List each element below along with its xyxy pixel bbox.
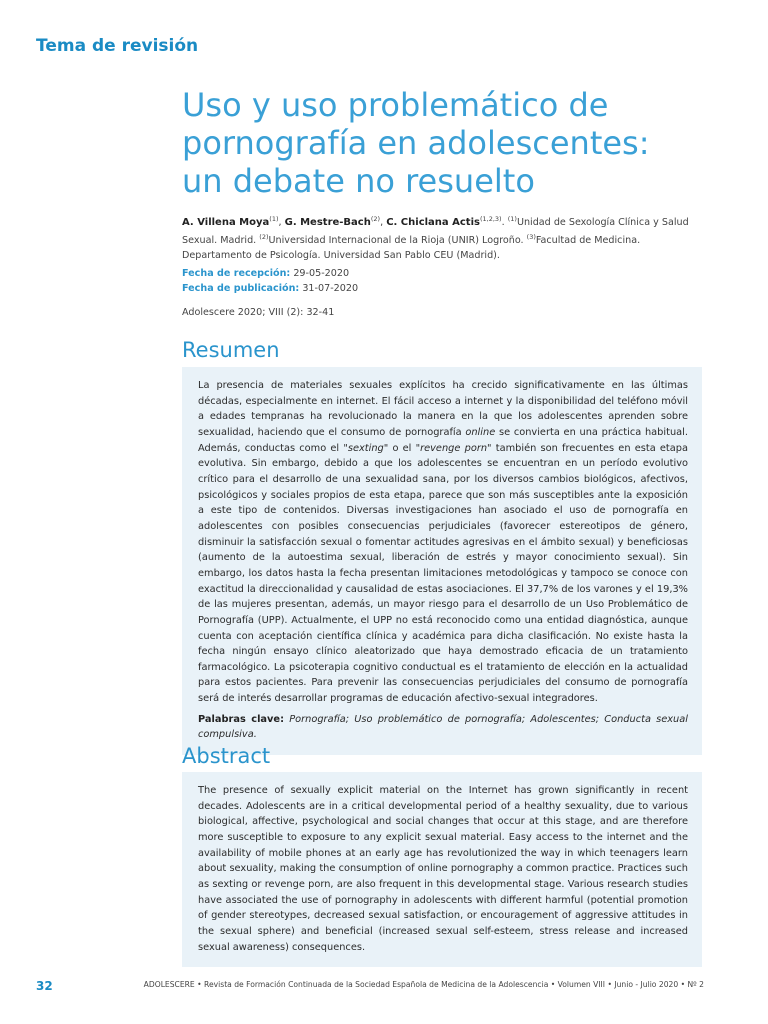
text-span: La presencia de materiales sexuales explícitos ha crecido significativamente en las últimas décadas, especialmente en internet. El fácil acceso a internet y la disponibilidad del teléfono móvil a edades tempranas ha revolucionado la manera en la que los adolescentes aprenden sobre sexualidad, haciendo que el consumo de pornografía [198, 380, 688, 438]
keywords-list: Pornografía; Uso problemático de pornografía; Adolescentes; Conducta sexual compulsiva. [198, 713, 688, 741]
citation: Adolescere 2020; VIII (2): 32-41 [182, 307, 335, 318]
published-date: 31-07-2020 [302, 283, 359, 294]
author-name: G. Mestre-Bach [284, 217, 371, 229]
affiliation: Facultad de Medicina. Departamento de Psicología. Universidad San Pablo CEU (Madrid). [182, 235, 641, 262]
author-sup: (1) [269, 215, 279, 223]
received-date: 29-05-2020 [293, 268, 350, 279]
title-line: Uso y uso problemático de [182, 86, 609, 124]
dates-block [182, 266, 358, 296]
author-sup: (1,2,3) [479, 215, 502, 223]
resumen-box [182, 367, 702, 755]
article-title [182, 86, 702, 200]
keywords [198, 712, 688, 743]
text-span: o el [388, 442, 416, 454]
affiliation-sup: (1) [507, 215, 517, 223]
affiliation-sup: (3) [526, 233, 536, 242]
author-name: C. Chiclana Actis [386, 217, 480, 229]
author-sup: (2) [370, 215, 381, 223]
title-line: pornografía en adolescentes: [182, 124, 650, 162]
abstract-heading: Abstract [182, 744, 271, 768]
published-label: Fecha de publicación: [182, 283, 300, 294]
received-label: Fecha de recepción: [182, 268, 291, 279]
affiliation-sup: (2) [259, 233, 269, 242]
abstract-text: The presence of sexually explicit material on the Internet has grown significantly in recent decades. Adolescents are in a critical developmental period of a healthy sexuality, due to various biological, affective, psychological and social changes that occur at this stage, and are therefore more susceptible to exposure to any explicit sexual material. Easy access to the internet and the availability of mobile phones at an early age has revolutionized the way in which teenagers learn about sexuality, making the consumption of online pornography a common practice. Practices such as sexting or revenge porn, are also frequent in this developmental stage. Various research studies have associated the use of pornography in adolescents with different harmful (potential promotion of gender stereotypes, decreased sexual satisfaction, or encouragement of aggressive attitudes in the sexual sphere) and beneficial (increased sexual self-esteem, stress release and increased sexual awareness) consequences. [198, 785, 688, 953]
affiliation: Unidad de Sexología Clínica y Salud Sexual. Madrid. [182, 217, 689, 247]
text-span: también son frecuentes en esta etapa evolutiva. Sin embargo, debido a que los adolescentes se encuentran en un período evolutivo crítico para el desarrollo de una sexualidad sana, por los diversos cambios biológicos, afectivos, psicológicos y sociales propios de esta etapa, parece que son más susceptibles ante la exposición a este tipo de contenidos. Diversas investigaciones han asociado el uso de pornografía en adolescentes con posibles consecuencias perjudiciales (favorecer estereotipos de género, disminuir la satisfacción sexual o fomentar actitudes agresivas en el ámbito sexual) y beneficiosas (aumento de la autoestima sexual, liberación de estrés y mayor conocimiento sexual). Sin embargo, los datos hasta la fecha presentan limitaciones metodológicas y tampoco se conoce con exactitud la direccionalidad y causalidad de estas asociaciones. El 37,7% de los varones y el 19,3% de las mujeres presentan, además, un mayor riesgo para el desarrollo de un Uso Problemático de Pornografía (UPP). Actualmente, el UPP no está reconocido como una entidad diagnóstica, aunque cuenta con aceptación científica clínica y académica para dicha clasificación. No existe hasta la fecha ningún ensayo clínico aleatorizado que haya demostrado eficacia de un tratamiento farmacológico. La psicoterapia cognitivo conductual es el tratamiento de elección en la actualidad para estos pacientes. Para prevenir las consecuencias perjudiciales del consumo de pornografía será de interés desarrollar programas de educación afectivo-sexual integradores. [198, 442, 688, 705]
author-name: A. Villena Moya [182, 217, 270, 229]
italic-term: "revenge porn" [415, 442, 492, 454]
section-label: Tema de revisión [36, 36, 199, 56]
affiliation: Universidad Internacional de la Rioja (UNIR) Logroño. [268, 235, 524, 247]
title-line: un debate no resuelto [182, 162, 535, 200]
abstract-box [182, 772, 702, 967]
authors-block: A. Villena Moya$^{(1)}$, G. Mestre-Bach$^{(2)}$, C. Chiclana Actis$^{(1,2,3)}$. $^{(1)}$Unidad de Sexología Clínica y Salud Sexual. Madrid. $^{(2)}$Universidad Internacional de la Rioja (UNIR) Logroño. $^{(3)}$Facultad de Medicina. Departamento de Psicología. Universidad San Pablo CEU (Madrid). [182, 215, 689, 262]
italic-term: "sexting" [343, 442, 389, 454]
resumen-heading: Resumen [182, 338, 280, 362]
page-number: 32 [36, 979, 53, 993]
text-span: se convierta en una práctica habitual. Además, conductas como el [198, 426, 688, 454]
journal-footer: ADOLESCERE • Revista de Formación Continuada de la Sociedad Española de Medicina de la Adolescencia • Volumen VIII • Junio - Julio 2020 • Nº 2 [143, 980, 704, 989]
italic-term: online [465, 426, 496, 438]
keywords-label: Palabras clave: [198, 713, 284, 725]
resumen-text [198, 378, 688, 707]
